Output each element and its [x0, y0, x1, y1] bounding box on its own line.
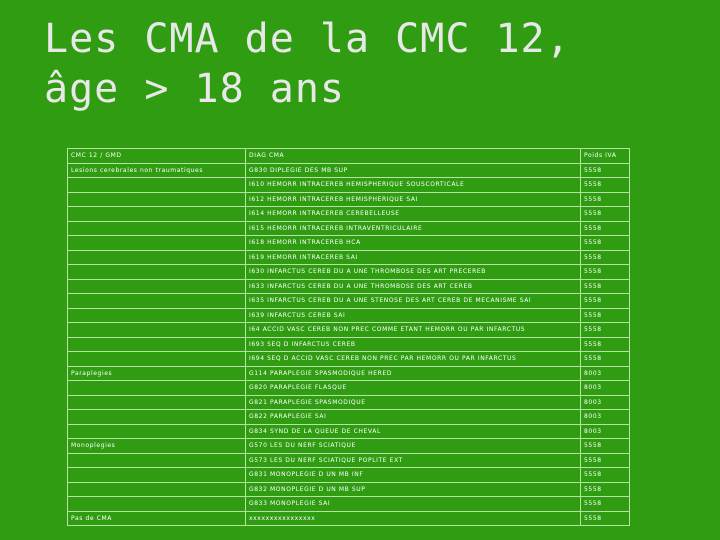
row-group-cell	[68, 221, 246, 236]
row-group-cell	[68, 250, 246, 265]
row-diagnosis-cell: I618 HEMORR INTRACEREB HCA	[246, 236, 581, 251]
row-diagnosis-cell: I635 INFARCTUS CEREB DU A UNE STENOSE DES ART CEREB DE MECANISME SAI	[246, 294, 581, 309]
table-row	[68, 236, 630, 251]
row-weight-cell: 8003	[581, 381, 630, 396]
row-group-cell	[68, 294, 246, 309]
row-group-cell	[68, 192, 246, 207]
row-group-cell	[68, 482, 246, 497]
table-row	[68, 453, 630, 468]
row-weight-cell: 5558	[581, 236, 630, 251]
row-group-cell	[68, 308, 246, 323]
table-row	[68, 410, 630, 425]
row-diagnosis-cell: G830 DIPLEGIE DES MB SUP	[246, 163, 581, 178]
row-weight-cell: 5558	[581, 497, 630, 512]
row-diagnosis-cell: I633 INFARCTUS CEREB DU A UNE THROMBOSE DES ART CEREB	[246, 279, 581, 294]
row-group-cell	[68, 453, 246, 468]
table-row	[68, 352, 630, 367]
row-diagnosis-cell: G832 MONOPLEGIE D UN MB SUP	[246, 482, 581, 497]
row-weight-cell: 5558	[581, 192, 630, 207]
table-row	[68, 163, 630, 178]
row-weight-cell: 5558	[581, 323, 630, 338]
row-diagnosis-cell: I619 HEMORR INTRACEREB SAI	[246, 250, 581, 265]
row-weight-cell: 5558	[581, 337, 630, 352]
row-diagnosis-cell: G833 MONOPLEGIE SAI	[246, 497, 581, 512]
table-row	[68, 279, 630, 294]
row-diagnosis-cell: G831 MONOPLEGIE D UN MB INF	[246, 468, 581, 483]
row-weight-cell: 5558	[581, 352, 630, 367]
row-diagnosis-cell: G820 PARAPLEGIE FLASQUE	[246, 381, 581, 396]
row-diagnosis-cell: xxxxxxxxxxxxxxxx	[246, 511, 581, 526]
row-diagnosis-cell: G821 PARAPLEGIE SPASMODIQUE	[246, 395, 581, 410]
row-diagnosis-cell: G570 LES DU NERF SCIATIQUE	[246, 439, 581, 454]
table-row	[68, 468, 630, 483]
header-poids-iva: Poids IVA	[581, 149, 630, 164]
row-weight-cell: 5558	[581, 163, 630, 178]
row-weight-cell: 5558	[581, 265, 630, 280]
row-group-cell	[68, 352, 246, 367]
row-weight-cell: 5558	[581, 207, 630, 222]
table-row	[68, 395, 630, 410]
row-group-cell	[68, 265, 246, 280]
row-group-cell	[68, 178, 246, 193]
row-group-cell	[68, 279, 246, 294]
table-row	[68, 207, 630, 222]
table-row	[68, 192, 630, 207]
table-row	[68, 366, 630, 381]
table-row	[68, 497, 630, 512]
row-group-cell	[68, 497, 246, 512]
row-diagnosis-cell: I630 INFARCTUS CEREB DU A UNE THROMBOSE DES ART PRECEREB	[246, 265, 581, 280]
row-diagnosis-cell: I612 HEMORR INTRACEREB HEMISPHERIQUE SAI	[246, 192, 581, 207]
row-weight-cell: 5558	[581, 221, 630, 236]
row-weight-cell: 8003	[581, 424, 630, 439]
row-weight-cell: 5558	[581, 453, 630, 468]
row-diagnosis-cell: I64 ACCID VASC CEREB NON PREC COMME ETANT HEMORR OU PAR INFARCTUS	[246, 323, 581, 338]
row-group-cell: Pas de CMA	[68, 511, 246, 526]
table-row	[68, 381, 630, 396]
table-header-row	[68, 149, 630, 164]
header-cmc-gmd: CMC 12 / GMD	[68, 149, 246, 164]
row-diagnosis-cell: I610 HEMORR INTRACEREB HEMISPHERIQUE SOUSCORTICALE	[246, 178, 581, 193]
table-row	[68, 323, 630, 338]
header-diag-cma: DIAG CMA	[246, 149, 581, 164]
row-weight-cell: 5558	[581, 250, 630, 265]
slide-title-line-1: Les CMA de la CMC 12,	[44, 16, 571, 62]
row-group-cell: Paraplegies	[68, 366, 246, 381]
table-row	[68, 265, 630, 280]
row-diagnosis-cell: I614 HEMORR INTRACEREB CEREBELLEUSE	[246, 207, 581, 222]
row-weight-cell: 5558	[581, 468, 630, 483]
row-diagnosis-cell: I694 SEQ D ACCID VASC CEREB NON PREC PAR HEMORR OU PAR INFARCTUS	[246, 352, 581, 367]
row-group-cell	[68, 424, 246, 439]
slide-title-line-2: âge > 18 ans	[44, 66, 345, 112]
row-weight-cell: 5558	[581, 178, 630, 193]
row-group-cell	[68, 207, 246, 222]
row-weight-cell: 5558	[581, 279, 630, 294]
row-group-cell	[68, 468, 246, 483]
row-weight-cell: 5558	[581, 294, 630, 309]
row-diagnosis-cell: G834 SYND DE LA QUEUE DE CHEVAL	[246, 424, 581, 439]
row-weight-cell: 5558	[581, 308, 630, 323]
row-diagnosis-cell: I639 INFARCTUS CEREB SAI	[246, 308, 581, 323]
row-group-cell	[68, 381, 246, 396]
row-weight-cell: 8003	[581, 395, 630, 410]
row-diagnosis-cell: G573 LES DU NERF SCIATIQUE POPLITE EXT	[246, 453, 581, 468]
row-diagnosis-cell: I693 SEQ D INFARCTUS CEREB	[246, 337, 581, 352]
table-row	[68, 221, 630, 236]
cma-table	[67, 148, 630, 526]
row-diagnosis-cell: I615 HEMORR INTRACEREB INTRAVENTRICULAIRE	[246, 221, 581, 236]
row-weight-cell: 8003	[581, 410, 630, 425]
row-group-cell	[68, 410, 246, 425]
cma-table-body	[68, 149, 630, 526]
row-weight-cell: 8003	[581, 366, 630, 381]
slide-title	[44, 14, 684, 114]
table-row	[68, 511, 630, 526]
row-weight-cell: 5558	[581, 511, 630, 526]
table-row	[68, 178, 630, 193]
table-row	[68, 439, 630, 454]
table-row	[68, 294, 630, 309]
row-group-cell	[68, 337, 246, 352]
row-group-cell: Lesions cerebrales non traumatiques	[68, 163, 246, 178]
row-group-cell	[68, 236, 246, 251]
row-group-cell	[68, 395, 246, 410]
row-diagnosis-cell: G822 PARAPLEGIE SAI	[246, 410, 581, 425]
table-row	[68, 308, 630, 323]
row-group-cell: Monoplegies	[68, 439, 246, 454]
table-row	[68, 250, 630, 265]
table-row	[68, 482, 630, 497]
row-weight-cell: 5558	[581, 482, 630, 497]
row-weight-cell: 5558	[581, 439, 630, 454]
row-group-cell	[68, 323, 246, 338]
row-diagnosis-cell: G114 PARAPLEGIE SPASMODIQUE HERED	[246, 366, 581, 381]
table-row	[68, 337, 630, 352]
table-row	[68, 424, 630, 439]
